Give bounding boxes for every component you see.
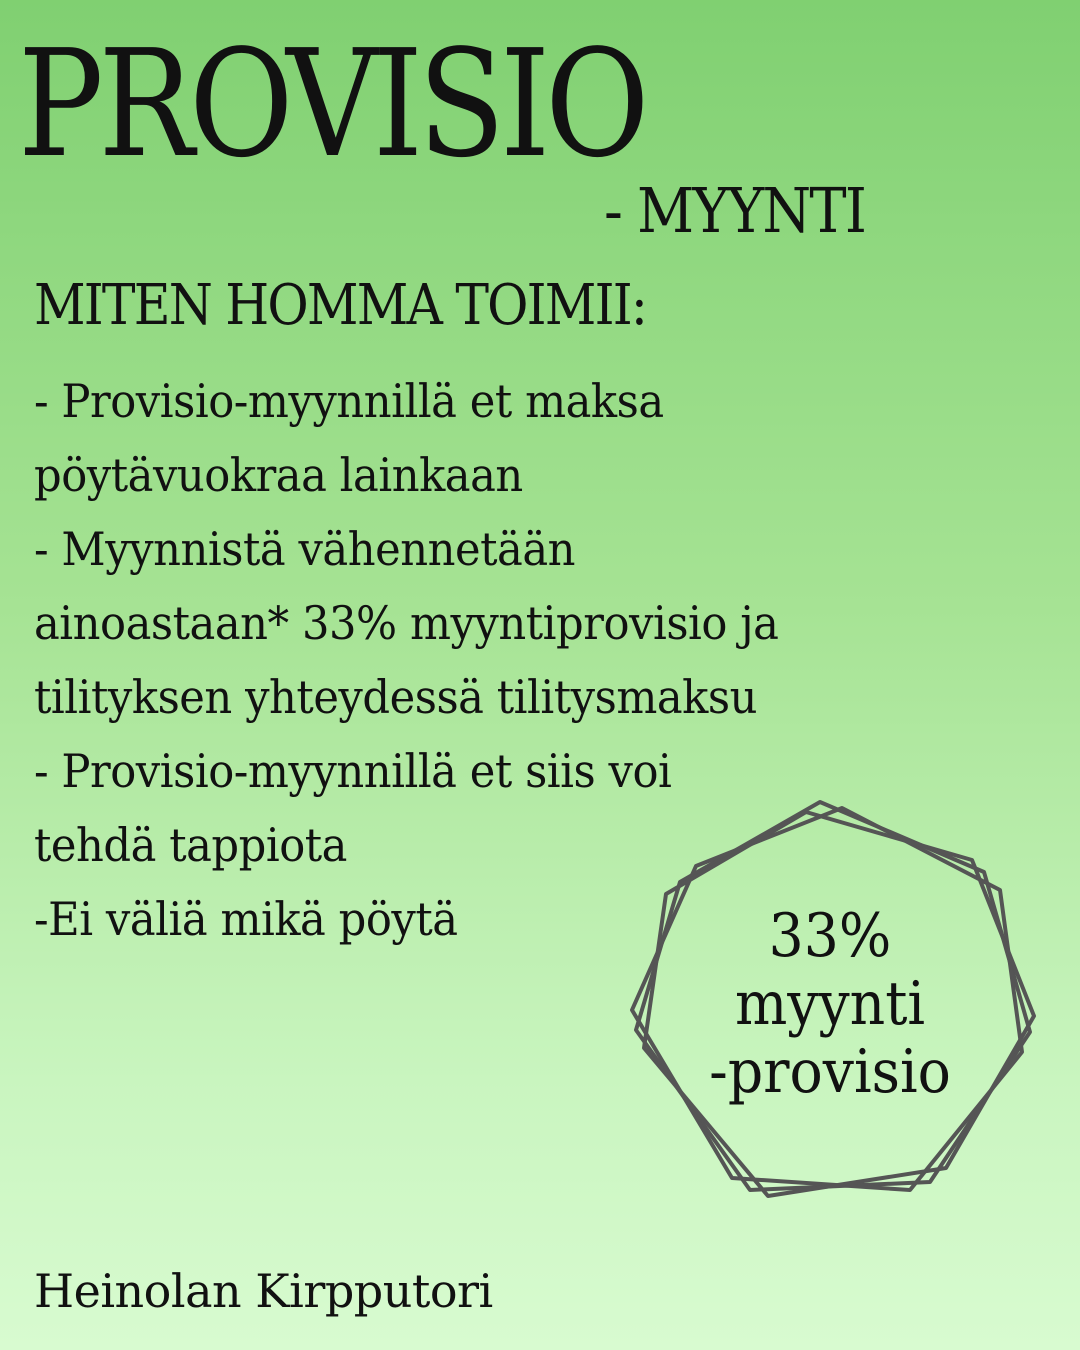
info-line: pöytävuokraa lainkaan xyxy=(34,448,523,502)
info-line: tilityksen yhteydessä tilitysmaksu xyxy=(34,670,757,724)
info-line: tehdä tappiota xyxy=(34,818,347,872)
info-line: ainoastaan* 33% myyntiprovisio ja xyxy=(34,596,779,650)
badge-percentage: 33% xyxy=(768,901,892,971)
info-line: -Ei väliä mikä pöytä xyxy=(34,892,458,946)
commission-badge xyxy=(620,790,1040,1210)
badge-text xyxy=(620,902,1040,1106)
info-line: - Provisio-myynnillä et maksa xyxy=(34,374,664,428)
info-line: - Myynnistä vähennetään xyxy=(34,522,576,576)
badge-label-line1: myynti xyxy=(734,969,926,1039)
badge-label-line2: -provisio xyxy=(709,1037,951,1107)
info-line: - Provisio-myynnillä et siis voi xyxy=(34,744,672,798)
section-heading: MITEN HOMMA TOIMII: xyxy=(34,273,646,338)
poster-subtitle: - MYYNTI xyxy=(604,174,866,247)
footer-brand: Heinolan Kirpputori xyxy=(34,1264,493,1318)
poster-title: PROVISIO xyxy=(18,18,645,190)
